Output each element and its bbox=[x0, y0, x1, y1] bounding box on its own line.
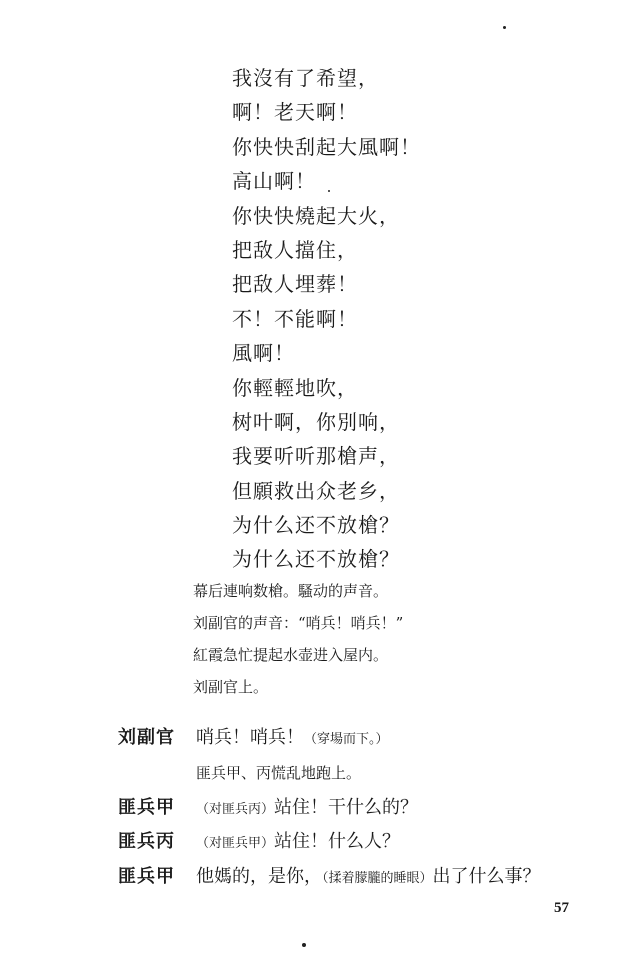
verse-line: 你快快燒起大火， bbox=[232, 203, 400, 228]
stage-direction: 紅霞急忙提起水壶进入屋内。 bbox=[193, 646, 389, 664]
spoken-text: 出了什么事？ bbox=[432, 866, 541, 887]
dialog-line bbox=[118, 793, 598, 818]
verse-line: 高山啊！ bbox=[232, 169, 316, 194]
verse-line: 把敌人埋葬！ bbox=[232, 272, 358, 297]
parenthetical-direction: （对匪兵甲） bbox=[196, 836, 275, 851]
ink-speck bbox=[328, 190, 330, 192]
stage-directions bbox=[193, 583, 403, 711]
stage-direction: 刘副官的声音：“哨兵！哨兵！” bbox=[193, 614, 404, 632]
verse-line: 風啊！ bbox=[232, 341, 295, 366]
verse-line: 树叶啊，你別响， bbox=[232, 409, 400, 434]
speaker-name: 刘副官 bbox=[118, 727, 175, 748]
spoken-text: 站住！干什么的？ bbox=[274, 797, 419, 818]
verse-line: 你輕輕地吹， bbox=[232, 375, 358, 400]
dialog-line bbox=[118, 862, 598, 887]
dialog-line bbox=[118, 827, 598, 852]
dialog-text bbox=[196, 793, 418, 819]
verse-line: 不！不能啊！ bbox=[232, 306, 358, 331]
speaker-name: 匪兵丙 bbox=[118, 831, 175, 852]
verse-line: 我要听听那槍声， bbox=[232, 444, 400, 469]
dialog-line bbox=[118, 723, 598, 748]
dialog-text bbox=[196, 827, 400, 853]
verse-line: 我沒有了希望， bbox=[232, 66, 379, 90]
page-number: 57 bbox=[554, 900, 569, 916]
spoken-text: 哨兵！哨兵！ bbox=[196, 727, 304, 748]
dialog-text bbox=[196, 862, 541, 888]
verse-line: 把敌人擋住， bbox=[232, 237, 358, 262]
speaker-name: 匪兵甲 bbox=[118, 866, 175, 887]
spoken-text: 站住！什么人？ bbox=[274, 831, 401, 852]
song-verse bbox=[232, 68, 421, 584]
verse-line: 为什么还不放槍？ bbox=[232, 513, 400, 538]
ink-speck bbox=[302, 943, 306, 947]
dialog-text bbox=[196, 723, 389, 749]
verse-line: 你快快刮起大風啊！ bbox=[232, 134, 421, 159]
parenthetical-direction: （揉着朦朧的睡眼） bbox=[322, 871, 433, 886]
ink-speck bbox=[503, 26, 506, 29]
stage-direction: 匪兵甲、丙慌乱地跑上。 bbox=[196, 764, 362, 782]
parenthetical-direction: （穿場而下。） bbox=[304, 732, 389, 747]
verse-line: 但願救出众老乡， bbox=[232, 478, 400, 503]
speaker-name: 匪兵甲 bbox=[118, 797, 175, 818]
verse-line: 啊！老天啊！ bbox=[232, 100, 358, 125]
parenthetical-direction: （对匪兵丙） bbox=[196, 802, 275, 817]
stage-direction: 刘副官上。 bbox=[193, 678, 269, 696]
stage-direction: 幕后連响数槍。騷动的声音。 bbox=[193, 582, 389, 600]
spoken-text: 他媽的，是你， bbox=[196, 866, 322, 887]
verse-line: 为什么还不放槍？ bbox=[232, 547, 400, 572]
